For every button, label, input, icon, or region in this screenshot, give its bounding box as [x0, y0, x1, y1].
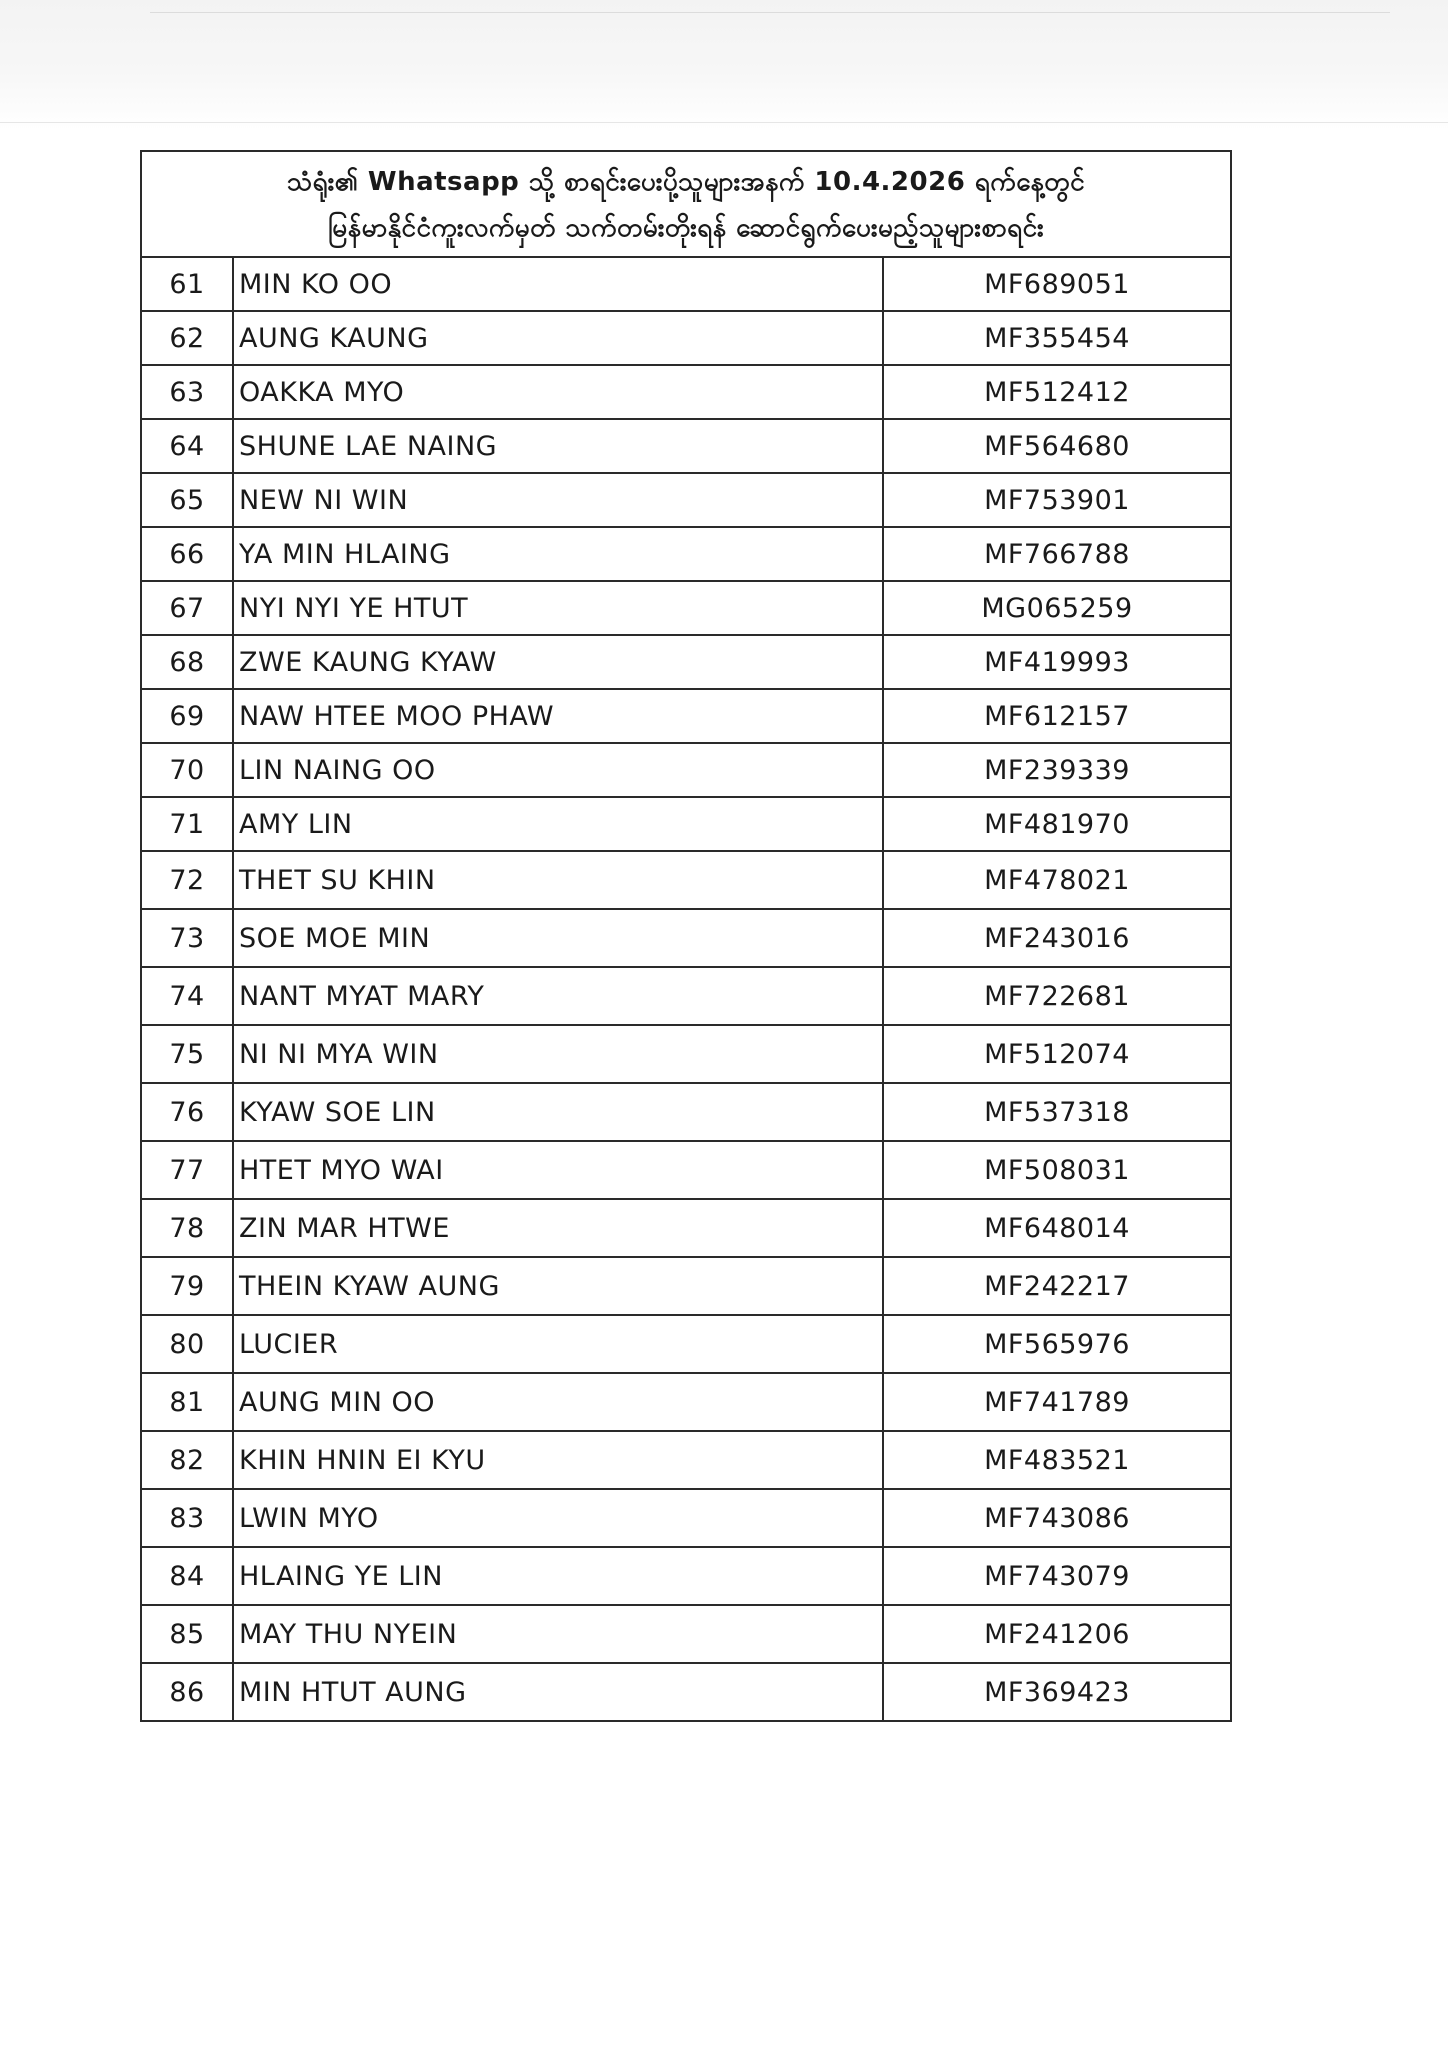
row-passport-number: MF612157 — [883, 689, 1231, 743]
row-number: 79 — [141, 1257, 233, 1315]
table-row — [141, 419, 1231, 473]
row-name: NEW NI WIN — [233, 473, 883, 527]
table-row — [141, 1373, 1231, 1431]
row-number: 64 — [141, 419, 233, 473]
row-passport-number: MF743086 — [883, 1489, 1231, 1547]
row-number: 85 — [141, 1605, 233, 1663]
row-number: 80 — [141, 1315, 233, 1373]
row-number: 82 — [141, 1431, 233, 1489]
passport-list-table — [140, 150, 1232, 1722]
row-passport-number: MF537318 — [883, 1083, 1231, 1141]
row-number: 73 — [141, 909, 233, 967]
table-row — [141, 257, 1231, 311]
row-passport-number: MF508031 — [883, 1141, 1231, 1199]
row-name: AMY LIN — [233, 797, 883, 851]
row-name: MIN HTUT AUNG — [233, 1663, 883, 1721]
row-passport-number: MF419993 — [883, 635, 1231, 689]
row-passport-number: MF355454 — [883, 311, 1231, 365]
row-number: 74 — [141, 967, 233, 1025]
row-name: THET SU KHIN — [233, 851, 883, 909]
table-row — [141, 1025, 1231, 1083]
row-number: 68 — [141, 635, 233, 689]
row-name: NANT MYAT MARY — [233, 967, 883, 1025]
table-row — [141, 909, 1231, 967]
row-name: MIN KO OO — [233, 257, 883, 311]
row-number: 66 — [141, 527, 233, 581]
row-passport-number: MF242217 — [883, 1257, 1231, 1315]
row-name: SOE MOE MIN — [233, 909, 883, 967]
row-number: 62 — [141, 311, 233, 365]
row-number: 65 — [141, 473, 233, 527]
table-row — [141, 1141, 1231, 1199]
row-name: MAY THU NYEIN — [233, 1605, 883, 1663]
table-row — [141, 967, 1231, 1025]
row-name: KYAW SOE LIN — [233, 1083, 883, 1141]
row-name: ZWE KAUNG KYAW — [233, 635, 883, 689]
row-name: AUNG KAUNG — [233, 311, 883, 365]
row-passport-number: MF753901 — [883, 473, 1231, 527]
table-row — [141, 1547, 1231, 1605]
row-passport-number: MF478021 — [883, 851, 1231, 909]
row-passport-number: MF722681 — [883, 967, 1231, 1025]
row-passport-number: MF512074 — [883, 1025, 1231, 1083]
row-name: AUNG MIN OO — [233, 1373, 883, 1431]
scan-artifact-line — [0, 122, 1448, 123]
row-number: 86 — [141, 1663, 233, 1721]
row-number: 69 — [141, 689, 233, 743]
row-name: NYI NYI YE HTUT — [233, 581, 883, 635]
row-name: SHUNE LAE NAING — [233, 419, 883, 473]
table-row — [141, 689, 1231, 743]
row-number: 61 — [141, 257, 233, 311]
table-row — [141, 1605, 1231, 1663]
table-row — [141, 527, 1231, 581]
title-line-2: မြန်မာနိုင်ငံကူးလက်မှတ် သက်တမ်းတိုးရန် ဆောင်ရွက်ပေးမည့်သူများစာရင်း — [327, 213, 1045, 243]
row-number: 77 — [141, 1141, 233, 1199]
scan-artifact-line — [150, 12, 1390, 13]
row-number: 84 — [141, 1547, 233, 1605]
table-row — [141, 743, 1231, 797]
row-number: 78 — [141, 1199, 233, 1257]
row-name: OAKKA MYO — [233, 365, 883, 419]
table-row — [141, 1257, 1231, 1315]
row-name: LWIN MYO — [233, 1489, 883, 1547]
table-title — [141, 151, 1231, 257]
row-number: 63 — [141, 365, 233, 419]
row-number: 67 — [141, 581, 233, 635]
row-number: 81 — [141, 1373, 233, 1431]
row-name: NAW HTEE MOO PHAW — [233, 689, 883, 743]
row-name: KHIN HNIN EI KYU — [233, 1431, 883, 1489]
table-row — [141, 365, 1231, 419]
row-passport-number: MF564680 — [883, 419, 1231, 473]
row-number: 75 — [141, 1025, 233, 1083]
table-row — [141, 797, 1231, 851]
row-passport-number: MF369423 — [883, 1663, 1231, 1721]
row-passport-number: MF741789 — [883, 1373, 1231, 1431]
row-name: YA MIN HLAING — [233, 527, 883, 581]
row-passport-number: MF243016 — [883, 909, 1231, 967]
row-number: 76 — [141, 1083, 233, 1141]
row-passport-number: MF648014 — [883, 1199, 1231, 1257]
row-name: HTET MYO WAI — [233, 1141, 883, 1199]
table-row — [141, 311, 1231, 365]
table-row — [141, 635, 1231, 689]
row-passport-number: MF512412 — [883, 365, 1231, 419]
row-number: 71 — [141, 797, 233, 851]
title-line-1: သံရုံး၏ Whatsapp သို့ စာရင်းပေးပို့သူများအနက် 10.4.2026 ရက်နေ့တွင် — [287, 167, 1086, 197]
row-name: NI NI MYA WIN — [233, 1025, 883, 1083]
row-passport-number: MF239339 — [883, 743, 1231, 797]
table-row — [141, 851, 1231, 909]
scan-shadow — [0, 0, 1448, 130]
row-name: HLAING YE LIN — [233, 1547, 883, 1605]
row-name: THEIN KYAW AUNG — [233, 1257, 883, 1315]
table-row — [141, 581, 1231, 635]
row-name: LIN NAING OO — [233, 743, 883, 797]
table-row — [141, 473, 1231, 527]
row-passport-number: MF766788 — [883, 527, 1231, 581]
table-title-row — [141, 151, 1231, 257]
row-passport-number: MF689051 — [883, 257, 1231, 311]
row-number: 83 — [141, 1489, 233, 1547]
row-number: 70 — [141, 743, 233, 797]
table-row — [141, 1199, 1231, 1257]
table-row — [141, 1489, 1231, 1547]
table-row — [141, 1315, 1231, 1373]
row-passport-number: MF483521 — [883, 1431, 1231, 1489]
row-passport-number: MF241206 — [883, 1605, 1231, 1663]
table-row — [141, 1431, 1231, 1489]
table-row — [141, 1083, 1231, 1141]
row-passport-number: MF743079 — [883, 1547, 1231, 1605]
row-passport-number: MG065259 — [883, 581, 1231, 635]
row-passport-number: MF565976 — [883, 1315, 1231, 1373]
row-number: 72 — [141, 851, 233, 909]
row-name: LUCIER — [233, 1315, 883, 1373]
row-passport-number: MF481970 — [883, 797, 1231, 851]
table-row — [141, 1663, 1231, 1721]
row-name: ZIN MAR HTWE — [233, 1199, 883, 1257]
